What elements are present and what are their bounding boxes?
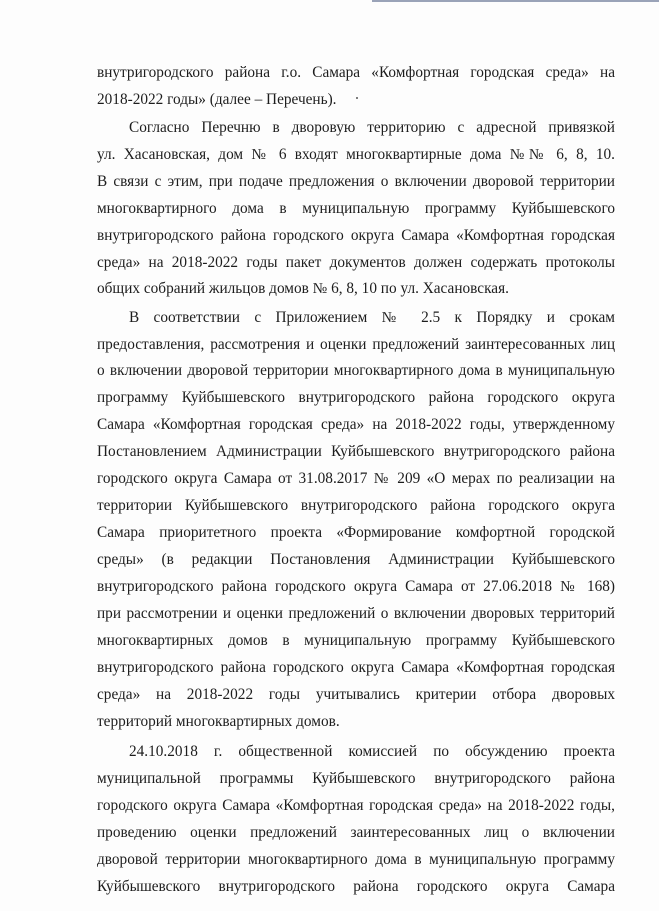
text-line: многоквартирного дома в муниципальную программу Куйбышевского [97, 200, 615, 217]
text-line: общих собраний жильцов домов № 6, 8, 10 по ул. Хасановская. [97, 280, 509, 297]
text-line: территорий многоквартирных домов. [97, 713, 340, 730]
scan-edge-mark [372, 0, 659, 2]
text-line: внутригородского района городского округа Самара «Комфортная городская [97, 227, 615, 244]
text-line: ул. Хасановская, дом № 6 входят многоквартирные дома №№ 6, 8, 10. [97, 146, 615, 163]
text-line: муниципальной программы Куйбышевского внутригородского района [97, 770, 615, 787]
text-line: 2018-2022 годы» (далее – Перечень). [97, 91, 337, 108]
text-line: внутригородского района городского округа Самара от 27.06.2018 № 168) [97, 578, 615, 595]
text-line: среды» (в редакции Постановления Администрации Куйбышевского [97, 551, 615, 568]
paragraph-first-line: 24.10.2018 г. общественной комиссией по обсуждению проекта [129, 743, 615, 760]
text-line: среда» на 2018-2022 годы пакет документов должен содержать протоколы [97, 254, 615, 271]
text-line: при рассмотрении и оценки предложений о включении дворовых территорий [97, 605, 615, 622]
text-line: городского округа Самара от 31.08.2017 № 209 «О мерах по реализации на [97, 470, 615, 487]
text-line: предоставления, рассмотрения и оценки предложений заинтересованных лиц [97, 336, 615, 353]
text-line: Самара «Комфортная городская среда» на 2018-2022 годы, утвержденному [97, 416, 615, 433]
text-line: Постановлением Администрации Куйбышевского внутригородского района [97, 443, 615, 460]
text-line: территории Куйбышевского внутригородского района городского округа [97, 497, 615, 514]
text-line: программу Куйбышевского внутригородского района городского округа [97, 389, 615, 406]
text-line: внутригородского района городского округа Самара «Комфортная городская [97, 659, 615, 676]
text-line: В связи с этим, при подаче предложения о включении дворовой территории [97, 173, 615, 190]
text-line: о включении дворовой территории многоквартирного дома в муниципальную [97, 362, 615, 379]
text-line: городского округа Самара «Комфортная городская среда» на 2018-2022 годы, [97, 797, 615, 814]
text-line: дворовой территории многоквартирного дома в муниципальную программу [97, 851, 615, 868]
text-line: среда» на 2018-2022 годы учитывались критерии отбора дворовых [97, 686, 615, 703]
text-line: внутригородского района г.о. Самара «Комфортная городская среда» на [97, 64, 615, 81]
text-line: Самара приоритетного проекта «Формирование комфортной городской [97, 524, 615, 541]
paragraph-first-line: Согласно Перечню в дворовую территорию с адресной привязкой [129, 119, 615, 136]
text-line: Куйбышевского внутригородского района городского округа Самара [97, 878, 615, 895]
text-line: проведению оценки предложений заинтересованных лиц о включении [97, 824, 615, 841]
text-line: многоквартирных домов в муниципальную программу Куйбышевского [97, 632, 615, 649]
paragraph-first-line: В соответствии с Приложением № 2.5 к Порядку и срокам [129, 309, 615, 326]
